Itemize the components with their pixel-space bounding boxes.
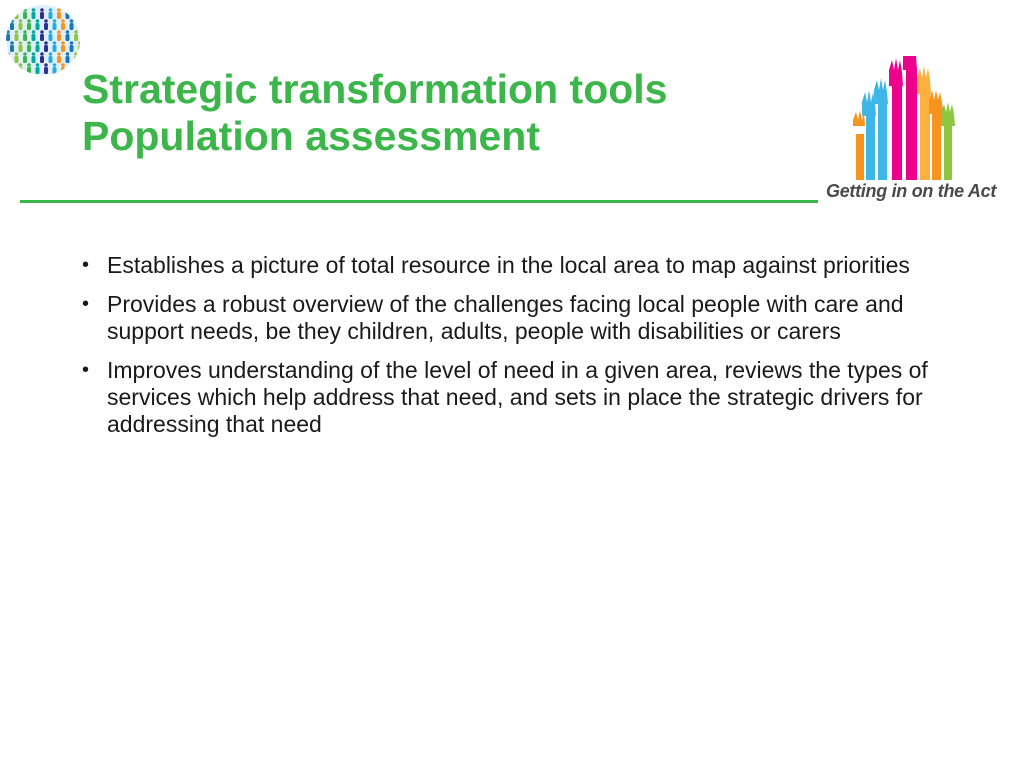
bullet-item [80,357,940,438]
raised-hands-icon [852,56,968,180]
bullet-text: Provides a robust overview of the challenges facing local people with care and support needs, be they children, adults, people with disabilities or carers [107,291,904,344]
title-line-1: Strategic transformation tools [82,66,668,112]
people-crowd-logo-icon [4,4,82,76]
bullet-marker: • [82,293,90,315]
bullet-marker: • [82,254,90,276]
title-line-2: Population assessment [82,113,540,159]
bullet-text: Improves understanding of the level of need in a given area, reviews the types of services which help address that need, and sets in place the strategic drivers for addressing that need [107,357,928,437]
bullet-list [80,252,940,450]
brand-tagline: Getting in on the Act [826,181,997,201]
bullet-text: Establishes a picture of total resource in the local area to map against priorities [107,252,910,278]
bullet-item [80,252,940,279]
getting-in-on-the-act-logo [822,56,1000,212]
bullet-item [80,291,940,345]
title-divider [20,200,818,203]
slide-title [82,66,667,160]
bullet-marker: • [82,359,90,381]
